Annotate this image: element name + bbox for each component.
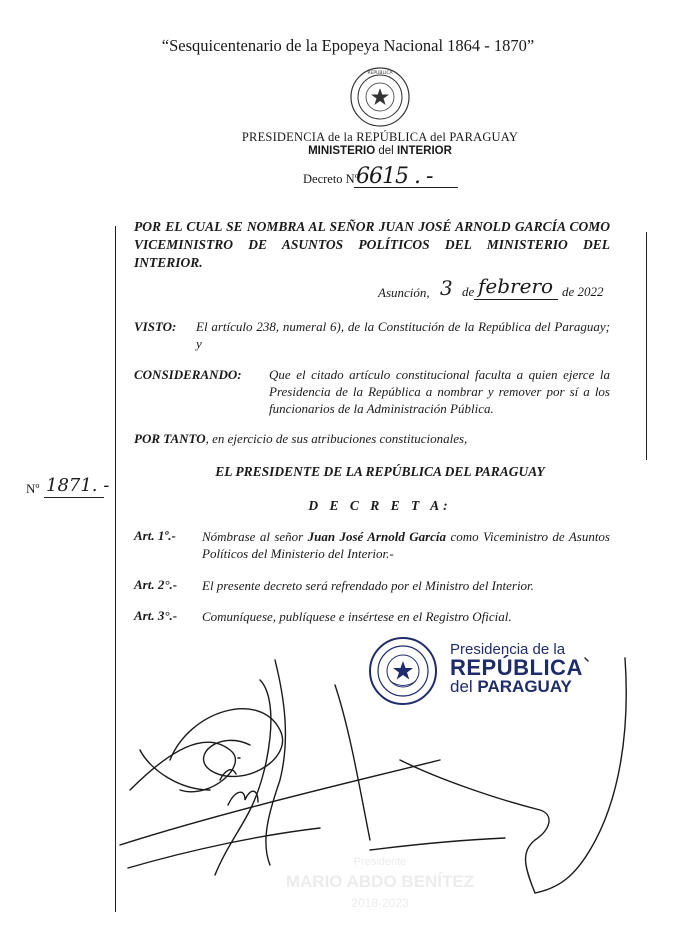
date-city: Asunción,: [378, 285, 430, 300]
faded-period: 2018-2023: [351, 896, 409, 910]
por-tanto-text: , en ejercicio de sus atribuciones constitucionales,: [205, 431, 468, 446]
date-year: de 2022: [562, 284, 604, 299]
interior-word: INTERIOR: [396, 145, 452, 157]
decreto-underline: [354, 187, 458, 188]
national-seal-icon: [349, 66, 411, 128]
logo-line-2: REPÚBLICA: [450, 655, 583, 680]
svg-text:REPÚBLICA: REPÚBLICA: [367, 71, 393, 76]
decreta-title: D E C R E T A:: [308, 498, 452, 513]
presidencia-title: PRESIDENCIA de la REPÚBLICA del PARAGUAY: [241, 130, 519, 144]
article-1-text-after: como Viceministro de Asuntos Políticos del Ministerio del Interior.-: [202, 529, 610, 561]
article-2-label: Art. 2°.-: [134, 577, 178, 592]
motto-header: “Sesquicentenario de la Epopeya Nacional 1864 - 1870”: [161, 36, 535, 55]
faded-title: Presidente: [353, 856, 407, 868]
article-3-text: Comuníquese, publíquese e insértese en el Registro Oficial.: [202, 609, 512, 624]
date-de: de: [462, 284, 475, 299]
decree-heading: POR EL CUAL SE NOMBRA AL SEÑOR JUAN JOSÉ ARNOLD GARCÍA COMO VICEMINISTRO DE ASUNTOS POLÍTICOS DEL MINISTERIO DEL INTERIOR.: [134, 219, 610, 270]
considerando-text: Que el citado artículo constitucional faculta a quien ejerce la Presidencia de la República a nombrar y remover por sí a los funcionarios de la Administración Pública.: [269, 367, 610, 416]
article-1-text: [202, 528, 610, 562]
article-1-text-before: Nómbrase al señor: [202, 529, 308, 544]
date-month: febrero: [478, 274, 554, 298]
date-day: 3: [440, 276, 453, 300]
por-tanto-label: POR TANTO: [134, 431, 206, 446]
ministerio-connector: del: [375, 145, 397, 157]
ministerio-word: MINISTERIO: [308, 145, 376, 157]
date-underline: [474, 299, 558, 300]
decreto-number: 6615 . -: [356, 164, 433, 189]
considerando-label: CONSIDERANDO:: [134, 367, 242, 382]
margin-number-prefix: Nº: [26, 481, 40, 496]
margin-number: 1871. -: [46, 475, 110, 496]
article-1-name: Juan José Arnold García: [307, 529, 447, 544]
visto-label: VISTO:: [134, 319, 177, 334]
decreto-label: Decreto Nº: [303, 172, 359, 186]
ministerio-title: [0, 145, 696, 157]
handwritten-signature: [110, 640, 650, 910]
logo-line-3-connector: del: [450, 677, 478, 696]
visto-text: El artículo 238, numeral 6), de la Constitución de la República del Paraguay; y: [196, 319, 610, 351]
por-tanto-paragraph: [134, 430, 467, 447]
logo-line-3-country: PARAGUAY: [477, 677, 572, 696]
presidente-title: EL PRESIDENTE DE LA REPÚBLICA DEL PARAGUAY: [215, 464, 545, 479]
logo-line-1: Presidencia de la: [450, 641, 566, 658]
article-3-label: Art. 3°.-: [134, 608, 178, 623]
faded-name: MARIO ABDO BENÍTEZ: [285, 872, 475, 891]
article-2-text: El presente decreto será refrendado por el Ministro del Interior.: [202, 578, 534, 593]
right-margin-rule: [646, 232, 647, 460]
article-1-label: Art. 1º.-: [134, 528, 176, 543]
